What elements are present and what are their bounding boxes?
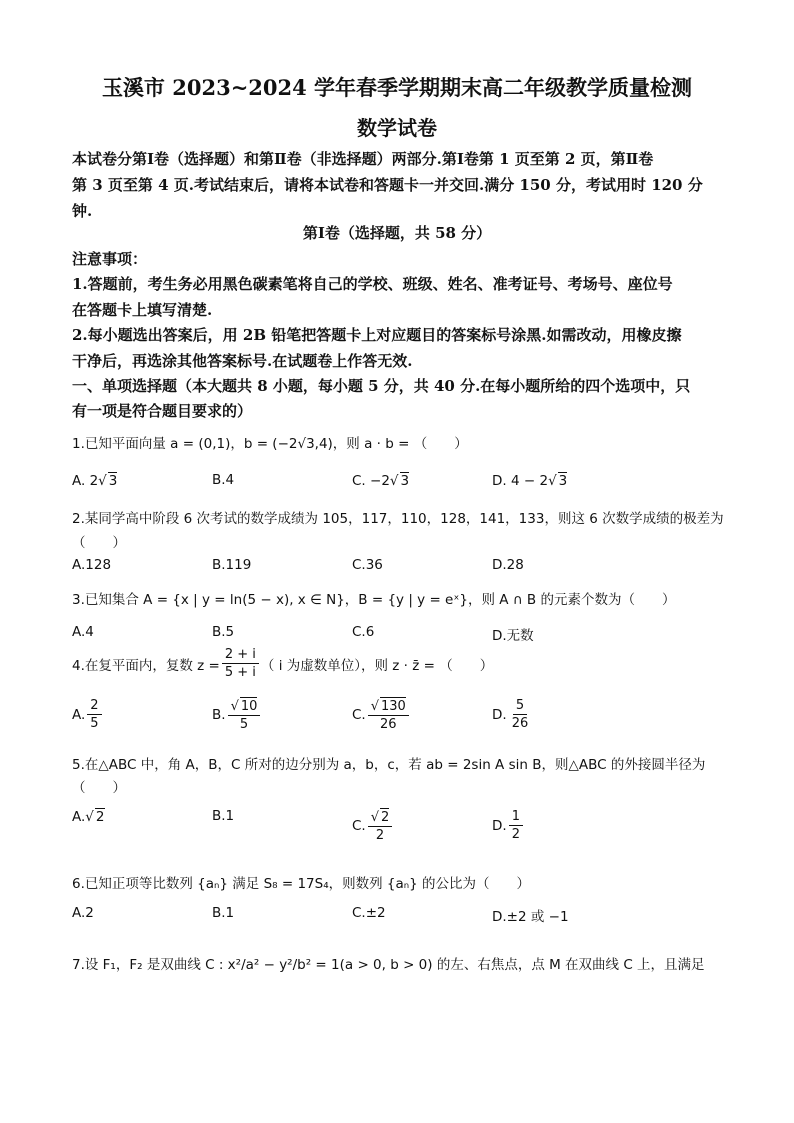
question-2-stem-b: （ ）	[72, 535, 126, 551]
q5-option-d: D. $\frac{1}{2}$	[492, 808, 525, 843]
q4-option-c: C. $\frac{√ 130}{26}$	[352, 697, 411, 733]
intro-line-3: 钟.	[72, 202, 93, 220]
question-5-stem-b: （ ）	[72, 780, 126, 796]
q6-option-c: C.±2	[352, 905, 386, 921]
q5-option-c: C. $\frac{√ 2}{2}$	[352, 808, 394, 844]
q2-option-c: C.36	[352, 557, 383, 573]
intro-line-2: 第 3 页至第 4 页.考试结束后，请将本试卷和答题卡一并交回.满分 150 分，考试用时 120 分	[72, 176, 703, 194]
q4-option-d: D. $\frac{5}{26}$	[492, 698, 529, 731]
q1-option-b: B.4	[212, 472, 235, 488]
question-5-stem-a: 5.在△ABC 中，角 A，B，C 所对的边分别为 a，b，c，若 ab = 2sin A sin B，则△ABC 的外接圆半径为	[72, 757, 706, 773]
section-heading: 第Ⅰ卷（选择题，共 58 分）	[302, 224, 492, 242]
q5-option-a: A. √ 2	[72, 808, 105, 825]
question-2-stem-a: 2.某同学高中阶段 6 次考试的数学成绩为 105，117，110，128，141，133，则这 6 次数学成绩的极差为	[72, 511, 724, 527]
question-6-options	[72, 905, 732, 945]
notes-title: 注意事项：	[72, 250, 148, 268]
q4-option-b: B. $\frac{√ 10}{5}$	[212, 697, 262, 733]
q6-option-d: D.±2 或 −1	[492, 909, 569, 925]
q3-option-a: A.4	[72, 624, 94, 640]
question-5-options	[72, 808, 732, 848]
exam-subtitle: 数学试卷	[357, 116, 437, 140]
exam-title: 玉溪市 2023~2024 学年春季学期期末高二年级教学质量检测	[101, 75, 693, 100]
note-2a: 2.每小题选出答案后，用 2B 铅笔把答题卡上对应题目的答案标号涂黑.如需改动，用橡皮擦	[72, 326, 682, 344]
q4-option-a: A. $\frac{2}{5}$	[72, 697, 104, 732]
part-heading-a: 一、单项选择题（本大题共 8 小题，每小题 5 分，共 40 分.在每小题所给的四个选项中，只	[72, 377, 691, 395]
note-1b: 在答题卡上填写清楚.	[72, 301, 213, 319]
question-4-stem: 4.在复平面内，复数 z = $\frac{2 + i}{5 + i}$ （ i 为虚数单位），则 z · z̄ = （ ）	[72, 647, 494, 680]
part-heading-b: 有一项是符合题目要求的）	[72, 402, 253, 420]
intro-line-1: 本试卷分第Ⅰ卷（选择题）和第Ⅱ卷（非选择题）两部分.第Ⅰ卷第 1 页至第 2 页，第Ⅱ卷	[72, 150, 654, 168]
question-7-stem: 7.设 F₁，F₂ 是双曲线 C : x²/a² − y²/b² = 1(a > 0, b > 0) 的左、右焦点，点 M 在双曲线 C 上，且满足	[72, 957, 705, 973]
q1-option-d: D. 4 − 2 √ 3	[492, 472, 568, 489]
note-1a: 1.答题前，考生务必用黑色碳素笔将自己的学校、班级、姓名、准考证号、考场号、座位号	[72, 275, 673, 293]
q6-option-b: B.1	[212, 905, 235, 921]
q1-option-a: A. 2 √ 3	[72, 472, 118, 489]
q1-option-c: C. −2 √ 3	[352, 472, 410, 489]
q2-option-d: D.28	[492, 557, 524, 573]
question-4-options	[72, 697, 732, 737]
q3-option-d: D.无数	[492, 628, 534, 644]
question-1-stem: 1.已知平面向量 a = (0,1)，b = (−2√3,4)，则 a · b = （ ）	[72, 436, 468, 452]
q3-option-c: C.6	[352, 624, 375, 640]
q2-option-b: B.119	[212, 557, 252, 573]
question-3-stem: 3.已知集合 A = {x | y = ln(5 − x), x ∈ N}，B = {y | y = eˣ}，则 A ∩ B 的元素个数为（ ）	[72, 592, 676, 608]
question-1-options	[72, 472, 732, 512]
q5-option-b: B.1	[212, 808, 235, 824]
question-6-stem: 6.已知正项等比数列 {aₙ} 满足 S₈ = 17S₄，则数列 {aₙ} 的公比为（ ）	[72, 876, 531, 892]
note-2b: 干净后，再选涂其他答案标号.在试题卷上作答无效.	[72, 352, 413, 370]
q6-option-a: A.2	[72, 905, 94, 921]
q3-option-b: B.5	[212, 624, 235, 640]
q2-option-a: A.128	[72, 557, 112, 573]
